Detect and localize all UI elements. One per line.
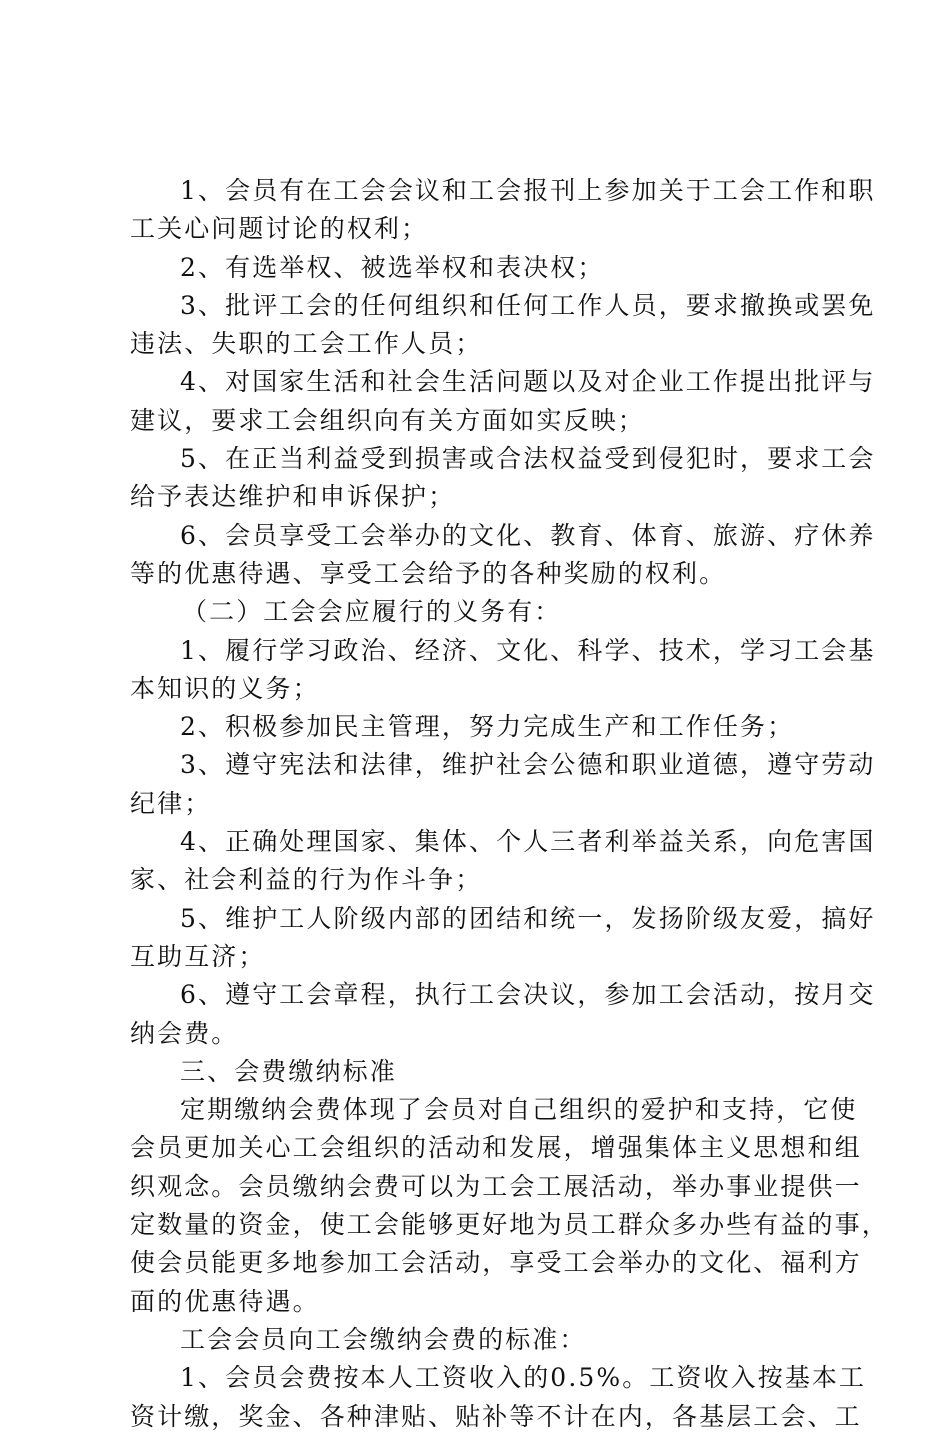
text-line: 织观念。会员缴纳会费可以为工会工展活动，举办事业提供一 [130,1171,862,1201]
text-line: 5、在正当利益受到损害或合法权益受到侵犯时，要求工会 [180,444,876,474]
text-line: 4、正确处理国家、集体、个人三者利举益关系，向危害国 [180,827,876,857]
text-line: 工关心问题讨论的权利； [130,214,429,244]
text-line: 本知识的义务； [130,673,320,703]
text-line: 使会员能更多地参加工会活动，享受工会举办的文化、福利方 [130,1248,862,1278]
text-line: 给予表达维护和申诉保护； [130,482,456,512]
text-line: 4、对国家生活和社会生活问题以及对企业工作提出批评与 [180,367,876,397]
text-line: 互助互济； [130,941,266,971]
text-line: 3、遵守宪法和法律，维护社会公德和职业道德，遵守劳动 [180,750,876,780]
section-heading: 三、会费缴纳标准 [180,1056,397,1086]
text-line: 6、遵守工会章程，执行工会决议，参加工会活动，按月交 [180,980,876,1010]
text-line: 纳会费。 [130,1018,239,1048]
text-line: 5、维护工人阶级内部的团结和统一，发扬阶级友爱，搞好 [180,903,876,933]
text-line: 违法、失职的工会工作人员； [130,329,483,359]
text-line: 资计缴，奖金、各种津贴、贴补等不计在内，各基层工会、工 [130,1401,862,1431]
text-line: 等的优惠待遇、享受工会给予的各种奖励的权利。 [130,558,727,588]
text-line: 1、会员会费按本人工资收入的0.5%。工资收入按基本工 [180,1363,867,1393]
document-body [130,172,889,1436]
section-heading: （二）工会会应履行的义务有： [182,597,562,627]
text-line: 面的优惠待遇。 [130,1286,320,1316]
text-line: 工会会员向工会缴纳会费的标准： [180,1324,587,1354]
text-line: 会员更加关心工会组织的活动和发展，增强集体主义思想和组 [130,1133,862,1163]
text-line: 定数量的资金，使工会能够更好地为员工群众多办些有益的事， [130,1210,889,1240]
text-line: 1、履行学习政治、经济、文化、科学、技术，学习工会基 [180,635,876,665]
text-line: 家、社会利益的行为作斗争； [130,865,483,895]
text-line: 纪律； [130,788,212,818]
text-line: 2、积极参加民主管理，努力完成生产和工作任务； [180,712,795,742]
text-line: 3、批评工会的任何组织和任何工作人员，要求撤换或罢免 [180,290,876,320]
text-line: 建议，要求工会组织向有关方面如实反映； [130,405,645,435]
text-line: 6、会员享受工会举办的文化、教育、体育、旅游、疗休养 [180,520,876,550]
text-line: 1、会员有在工会会议和工会报刊上参加关于工会工作和职 [180,176,876,205]
text-line: 2、有选举权、被选举权和表决权； [180,252,605,282]
text-line: 定期缴纳会费体现了会员对自己组织的爱护和支持，它使 [180,1095,858,1125]
